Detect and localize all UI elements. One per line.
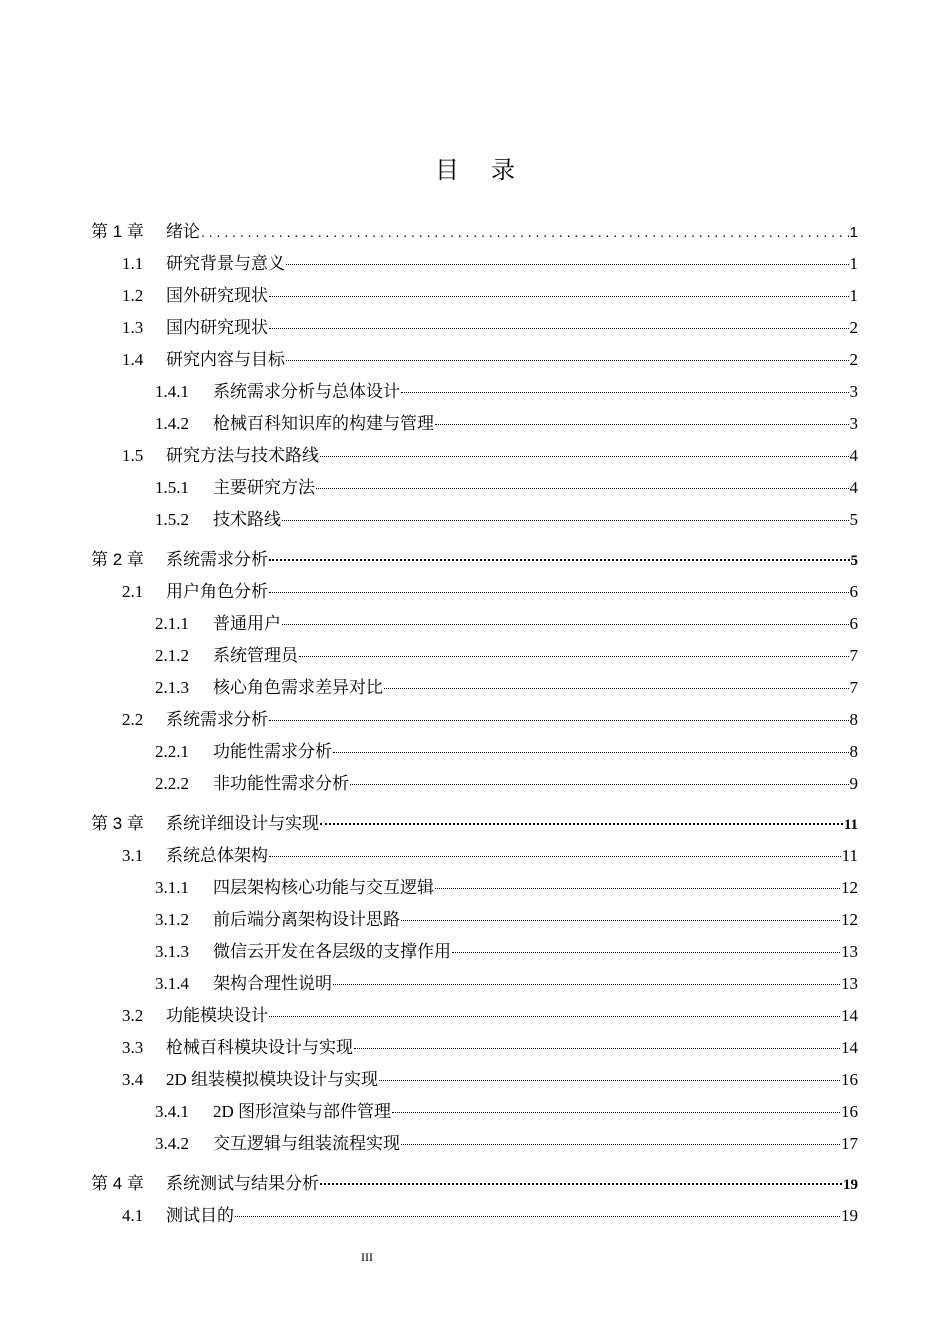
toc-subsection-row[interactable]	[0, 940, 950, 964]
toc-entry-number: 第 1 章	[91, 222, 144, 241]
toc-title-char-2: 录	[491, 158, 515, 184]
toc-entry-number: 3.1	[122, 846, 144, 865]
toc-entry-number: 3.4.1	[155, 1102, 189, 1121]
toc-dot-leader	[384, 688, 849, 689]
toc-entry-number: 3.2	[122, 1006, 144, 1025]
toc-page-number: 11	[843, 817, 858, 833]
toc-page-number: 1	[849, 254, 858, 273]
toc-subsection-row[interactable]	[0, 644, 950, 668]
toc-entry[interactable]	[122, 1004, 858, 1028]
toc-entry-label: 功能性需求分析	[213, 742, 332, 761]
toc-subsection-row[interactable]	[0, 740, 950, 764]
toc-entry[interactable]	[122, 284, 858, 308]
toc-page-number: 4	[849, 446, 858, 465]
toc-page-number: 7	[849, 678, 858, 697]
toc-entry-label: 架构合理性说明	[213, 974, 332, 993]
toc-entry[interactable]	[122, 1204, 858, 1228]
toc-subsection-row[interactable]	[0, 380, 950, 404]
toc-entry-label: 国内研究现状	[166, 318, 268, 337]
toc-page-number: 14	[841, 1006, 858, 1025]
toc-entry-label: 前后端分离架构设计思路	[213, 910, 400, 929]
toc-dot-leader	[401, 392, 849, 393]
toc-entry-label: 2D 图形渲染与部件管理	[213, 1102, 392, 1121]
toc-section-row[interactable]	[0, 252, 950, 276]
toc-dot-leader	[201, 220, 849, 244]
toc-entry[interactable]	[155, 740, 858, 764]
toc-section-row[interactable]	[0, 708, 950, 732]
toc-entry-label: 枪械百科知识库的构建与管理	[213, 414, 434, 433]
toc-chapter-row[interactable]	[0, 812, 950, 836]
toc-entry-label: 研究内容与目标	[166, 350, 285, 369]
toc-entry-number: 1.1	[122, 254, 144, 273]
toc-page-number: 17	[841, 1134, 858, 1153]
toc-subsection-row[interactable]	[0, 876, 950, 900]
toc-page-number: 19	[841, 1206, 858, 1225]
toc-entry-number: 3.1.4	[155, 974, 189, 993]
toc-entry[interactable]	[122, 1068, 858, 1092]
toc-entry-number: 4.1	[122, 1206, 144, 1225]
toc-dot-leader	[435, 888, 840, 889]
toc-dot-leader	[316, 488, 849, 489]
toc-entry-label: 非功能性需求分析	[213, 774, 349, 793]
toc-dot-leader	[282, 520, 849, 521]
toc-entry-number: 1.3	[122, 318, 144, 337]
toc-dot-leader	[269, 1016, 840, 1017]
toc-subsection-row[interactable]	[0, 972, 950, 996]
toc-entry[interactable]	[122, 1036, 858, 1060]
toc-entry-number: 1.4.2	[155, 414, 189, 433]
toc-entry[interactable]	[155, 940, 858, 964]
toc-dot-leader	[401, 920, 840, 921]
toc-entry[interactable]	[122, 708, 858, 732]
toc-entry-number: 第 2 章	[91, 550, 144, 569]
toc-entry-label: 系统总体架构	[166, 846, 268, 865]
toc-entry[interactable]	[155, 972, 858, 996]
toc-entry-label: 系统管理员	[213, 646, 298, 665]
toc-page-number: 19	[843, 1177, 858, 1193]
toc-page-number: 5	[849, 510, 858, 529]
toc-entry-label: 用户角色分析	[166, 582, 268, 601]
toc-subsection-row[interactable]	[0, 508, 950, 532]
toc-entry-label: 普通用户	[213, 614, 281, 633]
toc-subsection-row[interactable]	[0, 476, 950, 500]
toc-dot-leader	[350, 784, 849, 785]
toc-dot-leader	[320, 456, 849, 457]
toc-dot-leader	[333, 752, 849, 753]
toc-entry-label: 交互逻辑与组装流程实现	[213, 1134, 400, 1153]
toc-entry-label: 功能模块设计	[166, 1006, 268, 1025]
toc-chapter-row[interactable]	[0, 548, 950, 572]
toc-section-row[interactable]	[0, 580, 950, 604]
toc-entry-label: 核心角色需求差异对比	[213, 678, 383, 697]
toc-page-number: 1	[849, 224, 858, 241]
toc-entry[interactable]	[155, 908, 858, 932]
toc-dot-leader	[269, 856, 841, 857]
toc-page-number: 2	[849, 350, 858, 369]
toc-entry-number: 第 3 章	[91, 814, 144, 833]
toc-section-row[interactable]	[0, 348, 950, 372]
toc-page-number: 6	[849, 614, 858, 633]
toc-page-number: 14	[841, 1038, 858, 1057]
toc-entry-number: 2.1.3	[155, 678, 189, 697]
toc-section-row[interactable]	[0, 444, 950, 468]
toc-subsection-row[interactable]	[0, 1132, 950, 1156]
toc-entry[interactable]	[122, 844, 858, 868]
toc-entry-number: 2.2.2	[155, 774, 189, 793]
toc-entry[interactable]	[91, 548, 858, 573]
toc-entry-number: 3.3	[122, 1038, 144, 1057]
toc-dot-leader	[379, 1080, 840, 1081]
toc-entry-number: 1.4	[122, 350, 144, 369]
toc-section-row[interactable]	[0, 1004, 950, 1028]
toc-page-number: 7	[849, 646, 858, 665]
toc-entry-number: 1.5	[122, 446, 144, 465]
toc-dot-leader	[269, 296, 849, 297]
toc-entry[interactable]	[122, 444, 858, 468]
toc-subsection-row[interactable]	[0, 908, 950, 932]
toc-dot-leader	[392, 1112, 840, 1113]
toc-entry-label: 系统需求分析	[166, 710, 268, 729]
toc-entry[interactable]	[155, 380, 858, 404]
toc-dot-leader	[235, 1216, 840, 1217]
toc-subsection-row[interactable]	[0, 1100, 950, 1124]
toc-entry-label: 2D 组装模拟模块设计与实现	[166, 1070, 379, 1089]
toc-dot-leader	[282, 624, 849, 625]
toc-title-char-1: 目	[435, 158, 459, 184]
toc-entry-label: 绪论	[166, 222, 200, 241]
toc-entry[interactable]	[155, 676, 858, 700]
toc-page-number: 1	[849, 286, 858, 305]
toc-entry-label: 国外研究现状	[166, 286, 268, 305]
toc-entry-number: 第 4 章	[91, 1174, 144, 1193]
toc-entry[interactable]	[122, 580, 858, 604]
toc-entry-label: 研究方法与技术路线	[166, 446, 319, 465]
toc-dot-leader	[286, 264, 849, 265]
toc-dot-leader	[269, 328, 849, 329]
toc-entry-label: 四层架构核心功能与交互逻辑	[213, 878, 434, 897]
toc-entry[interactable]	[122, 348, 858, 372]
toc-entry-number: 2.1	[122, 582, 144, 601]
toc-dot-leader	[269, 592, 849, 593]
toc-entry-number: 2.2.1	[155, 742, 189, 761]
toc-page-number: 12	[841, 878, 858, 897]
toc-entry[interactable]	[155, 644, 858, 668]
toc-dot-leader	[269, 720, 849, 721]
toc-chapter-row[interactable]	[0, 220, 950, 244]
toc-dot-leader	[452, 952, 840, 953]
toc-page-number: 11	[841, 846, 858, 865]
toc-entry[interactable]	[155, 876, 858, 900]
toc-entry[interactable]	[155, 1132, 858, 1156]
toc-entry-number: 1.5.1	[155, 478, 189, 497]
toc-page-number: 4	[849, 478, 858, 497]
toc-entry-label: 技术路线	[213, 510, 281, 529]
toc-subsection-row[interactable]	[0, 676, 950, 700]
toc-entry[interactable]	[155, 772, 858, 796]
toc-entry-number: 1.5.2	[155, 510, 189, 529]
toc-dot-leader	[299, 656, 849, 657]
toc-entry[interactable]	[122, 252, 858, 276]
toc-entry-label: 枪械百科模块设计与实现	[166, 1038, 353, 1057]
toc-entry[interactable]	[155, 412, 858, 436]
toc-entry-number: 3.1.2	[155, 910, 189, 929]
toc-entry-label: 系统详细设计与实现	[166, 814, 319, 833]
toc-entry-label: 系统需求分析	[166, 550, 268, 569]
toc-section-row[interactable]	[0, 1204, 950, 1228]
toc-section-row[interactable]	[0, 1036, 950, 1060]
toc-entry-number: 2.2	[122, 710, 144, 729]
toc-page-number: 8	[849, 710, 858, 729]
toc-subsection-row[interactable]	[0, 772, 950, 796]
toc-subsection-row[interactable]	[0, 612, 950, 636]
toc-entry-label: 系统测试与结果分析	[166, 1174, 319, 1193]
toc-entry-number: 2.1.1	[155, 614, 189, 633]
toc-dot-leader	[435, 424, 849, 425]
toc-section-row[interactable]	[0, 284, 950, 308]
toc-dot-leader	[354, 1048, 840, 1049]
toc-page-number: 16	[841, 1102, 858, 1121]
toc-dot-leader	[269, 559, 850, 561]
toc-entry-label: 微信云开发在各层级的支撑作用	[213, 942, 451, 961]
toc-page-number: 9	[849, 774, 858, 793]
toc-page-number: 16	[841, 1070, 858, 1089]
toc-page-number: 8	[849, 742, 858, 761]
toc-entry[interactable]	[91, 1172, 858, 1197]
toc-entry[interactable]	[91, 812, 858, 837]
toc-title	[0, 150, 950, 185]
toc-entry-number: 3.1.1	[155, 878, 189, 897]
toc-page-number: 13	[841, 974, 858, 993]
toc-chapter-row[interactable]	[0, 1172, 950, 1196]
page-footer-number: III	[361, 1250, 373, 1264]
toc-page-number: 3	[849, 382, 858, 401]
toc-entry[interactable]	[91, 220, 858, 245]
toc-page-number: 2	[849, 318, 858, 337]
toc-entry-number: 1.4.1	[155, 382, 189, 401]
toc-entry[interactable]	[122, 316, 858, 340]
toc-subsection-row[interactable]	[0, 412, 950, 436]
toc-dot-leader	[320, 823, 843, 825]
toc-entry-number: 2.1.2	[155, 646, 189, 665]
toc-section-row[interactable]	[0, 316, 950, 340]
toc-entry-label: 主要研究方法	[213, 478, 315, 497]
toc-entry[interactable]	[155, 1100, 858, 1124]
toc-section-row[interactable]	[0, 844, 950, 868]
toc-entry-label: 测试目的	[166, 1206, 234, 1225]
toc-entry[interactable]	[155, 476, 858, 500]
toc-page-number: 5	[850, 553, 858, 569]
toc-dot-leader	[320, 1183, 842, 1185]
toc-page-number: 3	[849, 414, 858, 433]
toc-entry-label: 研究背景与意义	[166, 254, 285, 273]
toc-page-number: 6	[849, 582, 858, 601]
toc-entry-label: 系统需求分析与总体设计	[213, 382, 400, 401]
toc-entry-number: 3.4.2	[155, 1134, 189, 1153]
toc-entry[interactable]	[155, 612, 858, 636]
toc-dot-leader	[286, 360, 849, 361]
toc-entry-number: 3.1.3	[155, 942, 189, 961]
toc-page-number: 13	[841, 942, 858, 961]
toc-entry-number: 1.2	[122, 286, 144, 305]
toc-dot-leader	[333, 984, 840, 985]
toc-entry[interactable]	[155, 508, 858, 532]
toc-page-number: 12	[841, 910, 858, 929]
toc-section-row[interactable]	[0, 1068, 950, 1092]
toc-entry-number: 3.4	[122, 1070, 144, 1089]
toc-dot-leader	[401, 1144, 840, 1145]
